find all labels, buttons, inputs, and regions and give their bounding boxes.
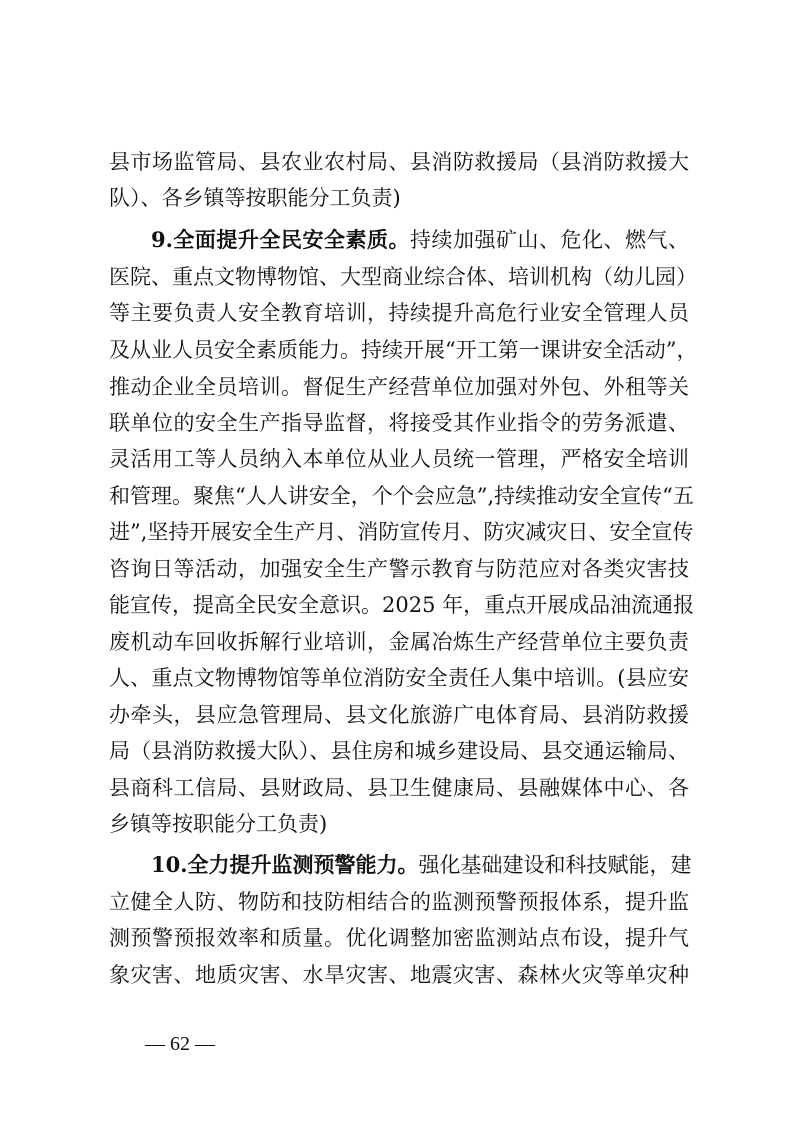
paragraph-line: 县市场监管局、县农业农村局、县消防救援局（县消防救援大 (109, 150, 689, 174)
paragraph-line: 队）、各乡镇等按职能分工负责) (109, 186, 401, 210)
page-number: — 62 — (145, 1033, 215, 1055)
section-9-first-line (151, 225, 689, 255)
paragraph-line: 推动企业全员培训。督促生产经营单位加强对外包、外租等关 (109, 375, 689, 399)
paragraph-line: 乡镇等按职能分工负责) (109, 812, 328, 836)
paragraph-line: 县商科工信局、县财政局、县卫生健康局、县融媒体中心、各 (109, 776, 689, 800)
paragraph-line: 医院、重点文物博物馆、大型商业综合体、培训机构（幼儿园） (109, 265, 697, 289)
paragraph-line: 等主要负责人安全教育培训，持续提升高危行业安全管理人员 (109, 301, 689, 325)
paragraph-line: 办牵头，县应急管理局、县文化旅游广电体育局、县消防救援 (109, 703, 689, 727)
paragraph-line: 立健全人防、物防和技防相结合的监测预警预报体系，提升监 (109, 890, 689, 914)
paragraph-line: 灵活用工等人员纳入本单位从业人员统一管理，严格安全培训 (109, 447, 689, 471)
section-10-heading: 10.全力提升监测预警能力。 (151, 852, 419, 877)
section-10-first-line (151, 850, 692, 880)
paragraph-line: 和管理。聚焦“人人讲安全，个个会应急”,持续推动安全宣传“五 (109, 484, 694, 508)
paragraph-line: 联单位的安全生产指导监督，将接受其作业指令的劳务派遣、 (109, 411, 689, 435)
paragraph-line: 测预警预报效率和质量。优化调整加密监测站点布设，提升气 (109, 926, 689, 950)
paragraph-line: 局（县消防救援大队）、县住房和城乡建设局、县交通运输局、 (109, 739, 689, 763)
section-9-heading: 9.全面提升全民安全素质。 (151, 227, 410, 252)
paragraph-line: 人、重点文物博物馆等单位消防安全责任人集中培训。(县应安 (109, 666, 689, 690)
paragraph-line: 及从业人员安全素质能力。持续开展“开工第一课讲安全活动”， (109, 338, 698, 362)
paragraph-line: 咨询日等活动，加强安全生产警示教育与防范应对各类灾害技 (109, 557, 689, 581)
paragraph-line: 能宣传，提高全民安全意识。2025 年，重点开展成品油流通报 (109, 593, 695, 617)
section-9-first-line-text: 持续加强矿山、危化、燃气、 (409, 228, 690, 252)
section-10-first-line-text: 强化基础建设和科技赋能，建 (418, 853, 692, 877)
paragraph-line: 进”,坚持开展安全生产月、消防宣传月、防灾减灾日、安全宣传 (109, 520, 694, 544)
paragraph-line: 废机动车回收拆解行业培训，金属冶炼生产经营单位主要负责 (109, 630, 689, 654)
paragraph-line: 象灾害、地质灾害、水旱灾害、地震灾害、森林火灾等单灾种 (109, 963, 689, 987)
